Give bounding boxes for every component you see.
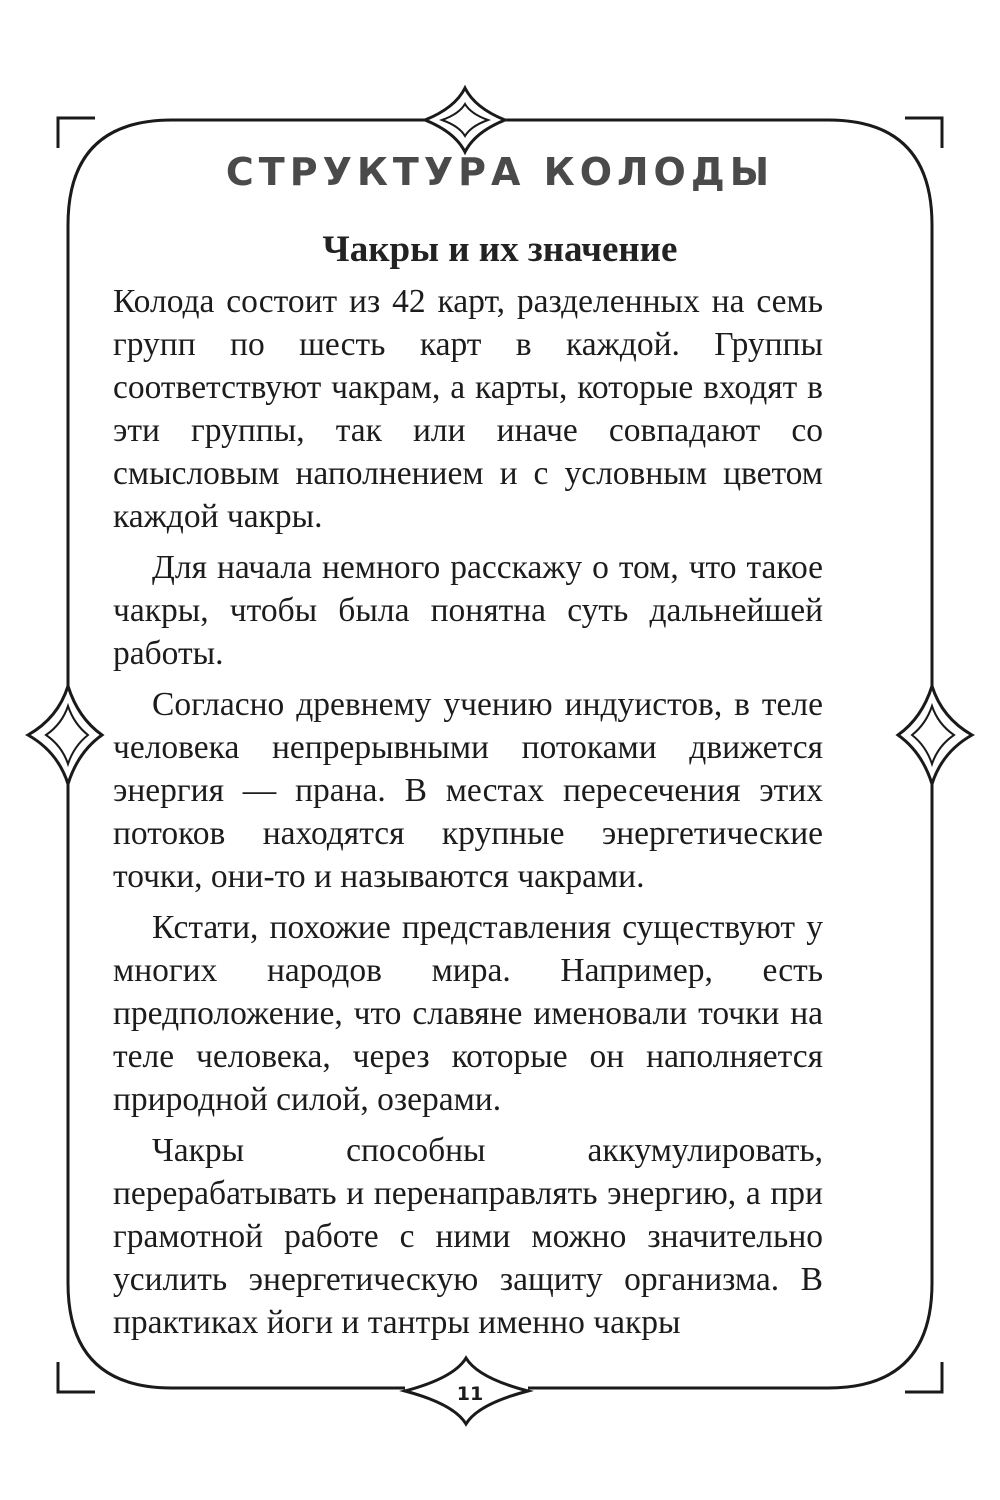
- section-title: Чакры и их значение: [322, 229, 678, 270]
- right-diamond-ornament: [898, 686, 972, 784]
- paragraph: Колода состоит из 42 карт, разделенных на семь групп по шесть карт в каждой. Группы соответствуют чакрам, а карты, которые входят в эти группы, так или иначе совпадают со смысловым наполнением и с условным цветом каждой чакры.: [113, 283, 823, 535]
- chapter-title: СТРУКТУРА КОЛОДЫ: [225, 150, 775, 194]
- paragraph: Чакры способны аккумулировать, перерабатывать и перенаправлять энергию, а при грамотной работе с ними можно значительно усилить энергетическую защиту организма. В практиках йоги и тантры именно чакры: [113, 1132, 823, 1341]
- top-diamond-ornament: [425, 88, 505, 152]
- body-text: [113, 280, 823, 1352]
- left-diamond-ornament: [28, 686, 102, 784]
- corner-bracket-bottom-left: [58, 1362, 95, 1392]
- corner-bracket-top-right: [905, 118, 942, 148]
- paragraph: Согласно древнему учению индуистов, в теле человека непрерывными потоками движется энергия — прана. В местах пересечения этих потоков находятся крупные энергетические точки, они-то и называются чакрами.: [113, 686, 823, 895]
- paragraph: Для начала немного расскажу о том, что такое чакры, чтобы была понятна суть дальнейшей работы.: [113, 549, 823, 672]
- paragraph: Кстати, похожие представления существуют у многих народов мира. Например, есть предположение, что славяне именовали точки на теле человека, через которые он наполняется природной силой, озерами.: [113, 909, 823, 1118]
- page-number: 11: [456, 1383, 484, 1405]
- corner-bracket-bottom-right: [905, 1362, 942, 1392]
- corner-bracket-top-left: [58, 118, 95, 148]
